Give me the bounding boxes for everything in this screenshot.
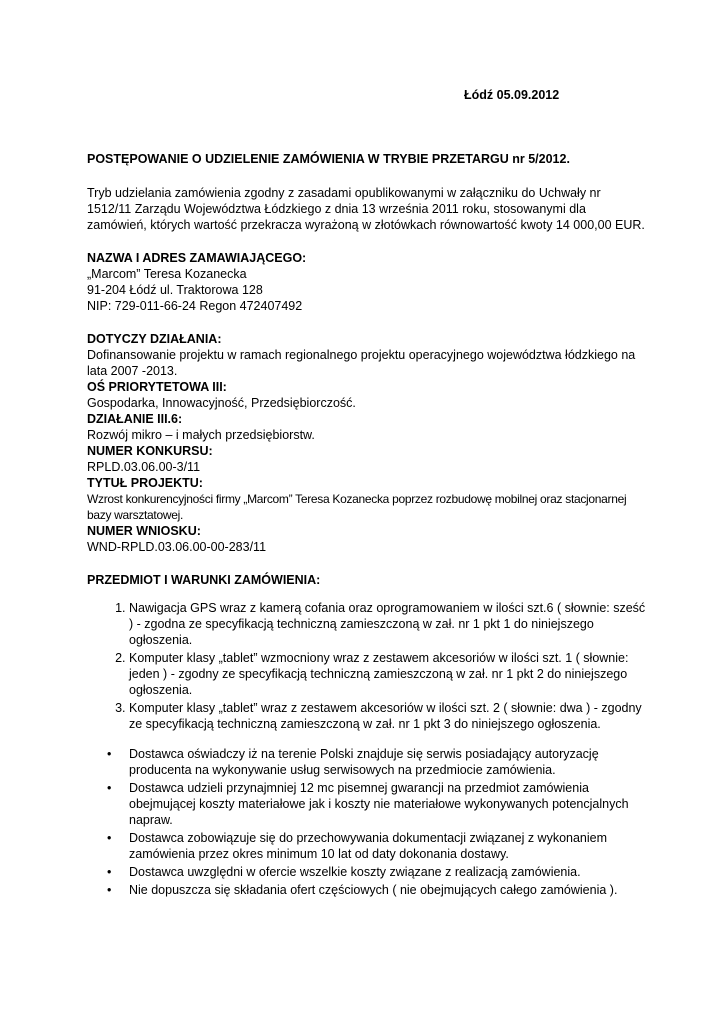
document-title: POSTĘPOWANIE O UDZIELENIE ZAMÓWIENIA W TRYBIE PRZETARGU nr 5/2012. bbox=[87, 152, 570, 166]
project-section bbox=[87, 331, 647, 555]
contracting-authority-name: „Marcom” Teresa Kozanecka bbox=[87, 267, 247, 281]
application-number-text: WND-RPLD.03.06.00-00-283/11 bbox=[87, 540, 267, 554]
measure-label: DZIAŁANIE III.6: bbox=[87, 412, 183, 426]
project-title-label: TYTUŁ PROJEKTU: bbox=[87, 476, 203, 490]
order-item: 3. Komputer klasy „tablet” wraz z zestawem akcesoriów w ilości szt. 2 ( słownie: dwa ) - zgodny ze specyfikacją techniczną zamieszczoną w zał. nr 1 pkt 3 do niniejszego ogłoszenia. bbox=[129, 700, 647, 732]
condition-item: • Dostawca uwzględni w ofercie wszelkie koszty związane z realizacją zamówienia. bbox=[129, 864, 647, 880]
action-label: DOTYCZY DZIAŁANIA: bbox=[87, 332, 222, 346]
conditions-list bbox=[87, 746, 647, 898]
document-body bbox=[87, 151, 647, 900]
contracting-authority-label: NAZWA I ADRES ZAMAWIAJĄCEGO: bbox=[87, 251, 307, 265]
application-number-label: NUMER WNIOSKU: bbox=[87, 524, 201, 538]
condition-item: • Dostawca udzieli przynajmniej 12 mc pisemnej gwarancji na przedmiot zamówienia obejmującej koszty materiałowe jak i koszty nie materiałowe wykonywanych potencjalnych napraw. bbox=[129, 780, 647, 828]
condition-item: • Dostawca oświadczy iż na terenie Polski znajduje się serwis posiadający autoryzację producenta na wykonywanie usług serwisowych na przedmiocie zamówienia. bbox=[129, 746, 647, 778]
project-title-text: Wzrost konkurencyjności firmy „Marcom” Teresa Kozanecka poprzez rozbudowę mobilnej oraz stacjonarnej bazy warsztatowej. bbox=[87, 492, 627, 522]
intro-paragraph: Tryb udzielania zamówienia zgodny z zasadami opublikowanymi w załączniku do Uchwały nr 1512/11 Zarządu Województwa Łódzkiego z dnia 13 września 2011 roku, stosowanymi dla zamówień, których wartość przekracza wyrażoną w złotówkach równowartość kwoty 14 000,00 EUR. bbox=[87, 186, 645, 232]
contracting-authority-address: 91-204 Łódź ul. Traktorowa 128 bbox=[87, 283, 263, 297]
contracting-authority-ids: NIP: 729-011-66-24 Regon 472407492 bbox=[87, 299, 303, 313]
document-date: Łódź 05.09.2012 bbox=[464, 88, 560, 102]
order-item: 2. Komputer klasy „tablet” wzmocniony wraz z zestawem akcesoriów w ilości szt. 1 ( słownie: jeden ) - zgodny ze specyfikacją techniczną zamieszczoną w zał. nr 1 pkt 2 do niniejszego ogłoszenia. bbox=[129, 650, 647, 698]
contest-number-text: RPLD.03.06.00-3/11 bbox=[87, 460, 201, 474]
action-text: Dofinansowanie projektu w ramach regionalnego projektu operacyjnego województwa łódzkiego na lata 2007 -2013. bbox=[87, 348, 636, 378]
measure-text: Rozwój mikro – i małych przedsiębiorstw. bbox=[87, 428, 315, 442]
subject-label: PRZEDMIOT I WARUNKI ZAMÓWIENIA: bbox=[87, 573, 321, 587]
contest-number-label: NUMER KONKURSU: bbox=[87, 444, 213, 458]
condition-item: • Dostawca zobowiązuje się do przechowywania dokumentacji związanej z wykonaniem zamówienia przez okres minimum 10 lat od daty dokonania dostawy. bbox=[129, 830, 647, 862]
priority-axis-text: Gospodarka, Innowacyjność, Przedsiębiorczość. bbox=[87, 396, 356, 410]
contracting-authority-section bbox=[87, 250, 647, 314]
order-item: 1. Nawigacja GPS wraz z kamerą cofania oraz oprogramowaniem w ilości szt.6 ( słownie: sześć ) - zgodna ze specyfikacją techniczną zamieszczoną w zał. nr 1 pkt 1 do niniejszego ogłoszenia. bbox=[129, 600, 647, 648]
order-items-list bbox=[87, 600, 647, 732]
subject-section bbox=[87, 572, 647, 898]
priority-axis-label: OŚ PRIORYTETOWA III: bbox=[87, 380, 227, 394]
condition-item: • Nie dopuszcza się składania ofert częściowych ( nie obejmujących całego zamówienia ). bbox=[129, 882, 647, 898]
